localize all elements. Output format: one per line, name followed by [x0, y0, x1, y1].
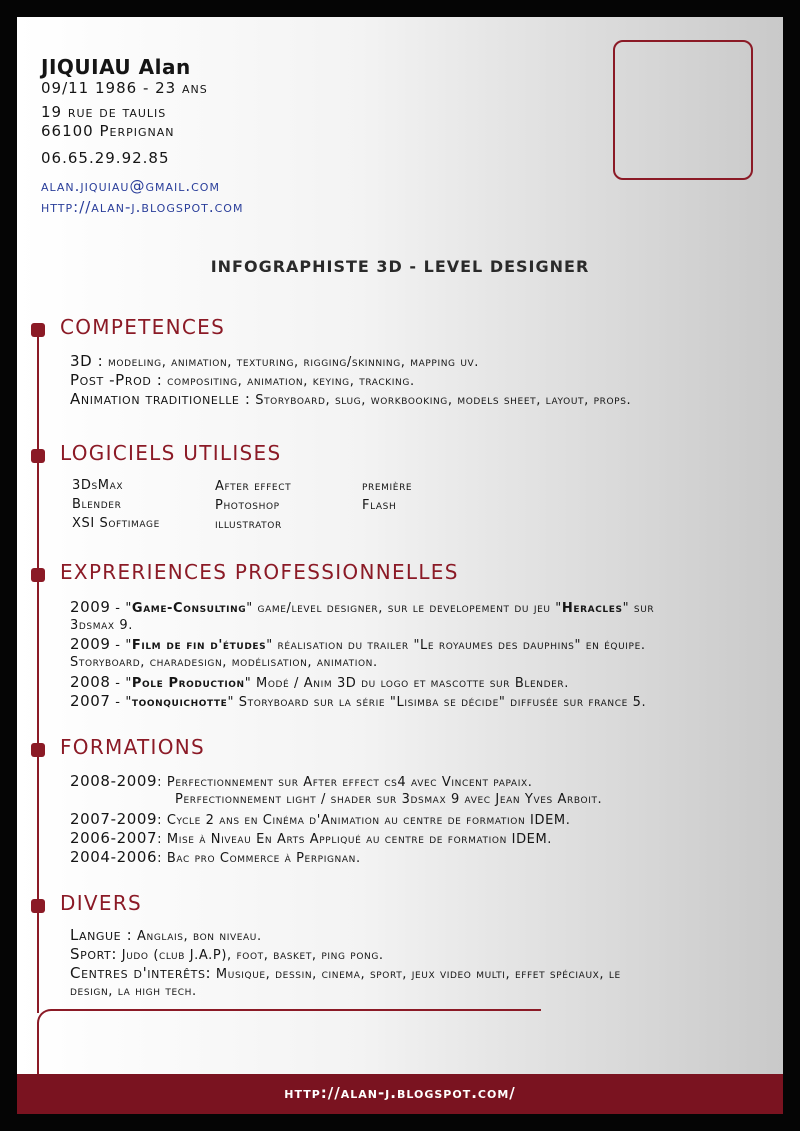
- experience-company: Pole Production: [131, 676, 245, 691]
- software-item: 3DsMax: [72, 478, 124, 493]
- formation-years: 2006-2007: [70, 829, 158, 847]
- software-item: illustrator: [215, 517, 282, 532]
- experience-row: [70, 673, 569, 691]
- experience-year: 2009: [70, 598, 111, 616]
- software-item: After effect: [215, 479, 292, 494]
- divers-label: Sport:: [70, 945, 118, 963]
- section-title-logiciels: LOGICIELS UTILISES: [60, 441, 282, 465]
- formation-row: [70, 829, 552, 847]
- skill-row: [70, 352, 479, 370]
- experience-year: 2007: [70, 692, 111, 710]
- section-title-formations: FORMATIONS: [60, 735, 206, 759]
- skill-label: 3D :: [70, 352, 104, 370]
- formation-text: : Perfectionnement sur After effect cs4 avec Vincent papaix.: [157, 775, 533, 790]
- section-bullet: [31, 568, 45, 582]
- divers-text: Judo (club J.A.P), foot, basket, ping pong.: [117, 948, 384, 963]
- divers-row: [70, 945, 384, 963]
- formation-text: : Cycle 2 ans en Cinéma d'Animation au centre de formation IDEM.: [157, 813, 571, 828]
- software-item: XSI Softimage: [72, 516, 160, 531]
- cv-page: [17, 17, 783, 1114]
- address-line-1: 19 rue de taulis: [41, 103, 167, 121]
- section-title-divers: DIVERS: [60, 891, 143, 915]
- formation-row: [70, 848, 361, 866]
- experience-text: - ": [110, 695, 132, 710]
- formation-text: Perfectionnement light / shader sur 3dsmax 9 avec Jean Yves Arboit.: [175, 792, 603, 807]
- experience-continuation: 3dsmax 9.: [70, 618, 133, 633]
- experience-company: toonquichotte: [131, 695, 228, 710]
- divers-label: Centres d'interêts:: [70, 964, 212, 982]
- formation-text: : Bac pro Commerce à Perpignan.: [157, 851, 361, 866]
- section-bullet: [31, 899, 45, 913]
- divers-text: design, la high tech.: [70, 984, 197, 999]
- experience-text: " game/level designer, sur le developement du jeu ": [246, 601, 562, 616]
- divers-text: Anglais, bon niveau.: [132, 929, 262, 944]
- skill-row: [70, 390, 631, 408]
- formation-years: 2004-2006: [70, 848, 158, 866]
- formation-years: 2007-2009: [70, 810, 158, 828]
- formation-row: [175, 792, 602, 807]
- experience-project: Heracles: [561, 601, 623, 616]
- footer-link[interactable]: http://alan-j.blogspot.com/: [284, 1084, 516, 1102]
- divers-row: [70, 926, 262, 944]
- experience-row: [70, 692, 646, 710]
- experience-text: " sur: [622, 601, 655, 616]
- skill-label: Post -Prod :: [70, 371, 163, 389]
- experience-continuation: Storyboard, charadesign, modélisation, animation.: [70, 655, 378, 670]
- section-title-experiences: EXPRERIENCES PROFESSIONNELLES: [60, 560, 459, 584]
- website-link[interactable]: http://alan-j.blogspot.com: [41, 198, 244, 216]
- experience-text: - ": [110, 638, 132, 653]
- timeline-curve: [37, 1009, 541, 1079]
- section-bullet: [31, 743, 45, 757]
- experience-year: 2009: [70, 635, 111, 653]
- divers-row: [70, 964, 621, 982]
- experience-company: Film de fin d'études: [131, 638, 267, 653]
- experience-text: " réalisation du trailer "Le royaumes des dauphins" en équipe.: [266, 638, 646, 653]
- skill-label: Animation traditionelle :: [70, 390, 251, 408]
- divers-label: Langue :: [70, 926, 133, 944]
- formation-row: [70, 810, 570, 828]
- skill-text: compositing, animation, keying, tracking.: [162, 374, 415, 389]
- experience-row: [70, 635, 646, 653]
- section-bullet: [31, 323, 45, 337]
- skill-text: Storyboard, slug, workbooking, models sheet, layout, props.: [250, 393, 632, 408]
- experience-text: - ": [110, 601, 132, 616]
- experience-year: 2008: [70, 673, 111, 691]
- software-item: Photoshop: [215, 498, 280, 513]
- email-link[interactable]: alan.jiquiau@gmail.com: [41, 177, 220, 195]
- formation-years: 2008-2009: [70, 772, 158, 790]
- software-item: première: [362, 479, 413, 494]
- skill-text: modeling, animation, texturing, rigging/skinning, mapping uv.: [103, 355, 480, 370]
- job-title: INFOGRAPHISTE 3D - LEVEL DESIGNER: [210, 257, 590, 276]
- candidate-name: JIQUIAU Alan: [41, 55, 191, 79]
- formation-row: [70, 772, 532, 790]
- birth-date: 09/11 1986 - 23 ans: [41, 79, 208, 97]
- photo-frame: [613, 40, 753, 180]
- skill-row: [70, 371, 415, 389]
- address-line-2: 66100 Perpignan: [41, 122, 175, 140]
- experience-row: [70, 598, 654, 616]
- phone-number: 06.65.29.92.85: [41, 149, 170, 167]
- experience-text: " Modé / Anim 3D du logo et mascotte sur Blender.: [244, 676, 569, 691]
- divers-row: [70, 984, 197, 999]
- footer-bar: [17, 1074, 783, 1114]
- section-bullet: [31, 449, 45, 463]
- software-item: Blender: [72, 497, 122, 512]
- experience-text: " Storyboard sur la série "Lisimba se décide" diffusée sur france 5.: [227, 695, 647, 710]
- formation-text: : Mise à Niveau En Arts Appliqué au centre de formation IDEM.: [157, 832, 553, 847]
- software-item: Flash: [362, 498, 397, 513]
- section-title-competences: COMPETENCES: [60, 315, 226, 339]
- experience-company: Game-Consulting: [131, 601, 247, 616]
- experience-text: - ": [110, 676, 132, 691]
- divers-text: Musique, dessin, cinema, sport, jeux video multi, effet spéciaux, le: [211, 967, 621, 982]
